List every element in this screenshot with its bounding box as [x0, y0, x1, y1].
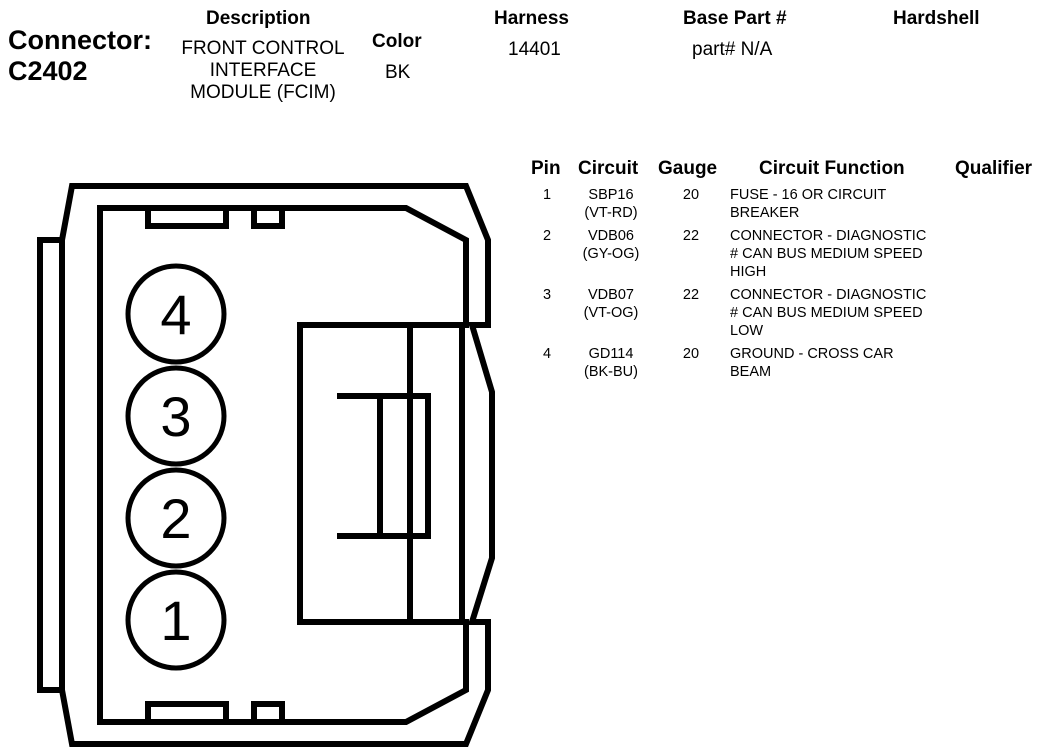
description-line: MODULE (FCIM)	[190, 82, 336, 103]
circuit-id: VDB06	[588, 228, 634, 244]
circuit-color: (BK-BU)	[584, 364, 638, 380]
circuit-id: SBP16	[588, 187, 634, 203]
function-line: FUSE - 16 OR CIRCUIT	[730, 187, 887, 203]
harness-value: 14401	[508, 39, 561, 60]
hardshell-header: Hardshell	[893, 8, 980, 29]
pin-label: 3	[160, 385, 192, 448]
base-part-header: Base Part #	[683, 8, 787, 29]
function-line: LOW	[730, 323, 764, 339]
gauge-column-header: Gauge	[658, 158, 718, 179]
harness-header: Harness	[494, 8, 569, 29]
base-part-value: part# N/A	[692, 39, 773, 60]
gauge-value: 20	[682, 346, 700, 362]
connector-housing-outline	[40, 186, 492, 744]
function-line: BEAM	[730, 364, 772, 380]
pin-cavities	[128, 266, 224, 668]
description-line: INTERFACE	[209, 60, 317, 81]
color-value: BK	[385, 62, 411, 83]
pin-number: 3	[542, 287, 552, 303]
pin-column-header: Pin	[531, 158, 561, 179]
pin-label: 2	[160, 487, 192, 550]
function-column-header: Circuit Function	[759, 158, 905, 179]
connector-label-line1: Connector:	[8, 25, 152, 55]
function-line: # CAN BUS MEDIUM SPEED	[730, 246, 923, 262]
circuit-id: VDB07	[588, 287, 634, 303]
function-line: # CAN BUS MEDIUM SPEED	[730, 305, 923, 321]
circuit-id: GD114	[588, 346, 634, 362]
circuit-color: (GY-OG)	[582, 246, 640, 262]
pin-number: 2	[542, 228, 552, 244]
circuit-column-header: Circuit	[578, 158, 639, 179]
qualifier-column-header: Qualifier	[955, 158, 1033, 179]
pin-label: 4	[160, 283, 192, 346]
pin-number: 1	[542, 187, 552, 203]
locking-tab	[340, 396, 428, 536]
circuit-color: (VT-OG)	[583, 305, 639, 321]
gauge-value: 22	[682, 228, 700, 244]
connector-id: C2402	[8, 56, 88, 86]
function-line: BREAKER	[730, 205, 800, 221]
circuit-color: (VT-RD)	[584, 205, 638, 221]
gauge-value: 22	[682, 287, 700, 303]
function-line: CONNECTOR - DIAGNOSTIC	[730, 228, 927, 244]
pin-label: 1	[160, 589, 192, 652]
color-header: Color	[372, 31, 422, 52]
function-line: HIGH	[730, 264, 767, 280]
description-header: Description	[206, 8, 311, 29]
description-line: FRONT CONTROL	[181, 38, 345, 59]
function-line: CONNECTOR - DIAGNOSTIC	[730, 287, 927, 303]
gauge-value: 20	[682, 187, 700, 203]
pin-number: 4	[542, 346, 552, 362]
function-line: GROUND - CROSS CAR	[730, 346, 894, 362]
